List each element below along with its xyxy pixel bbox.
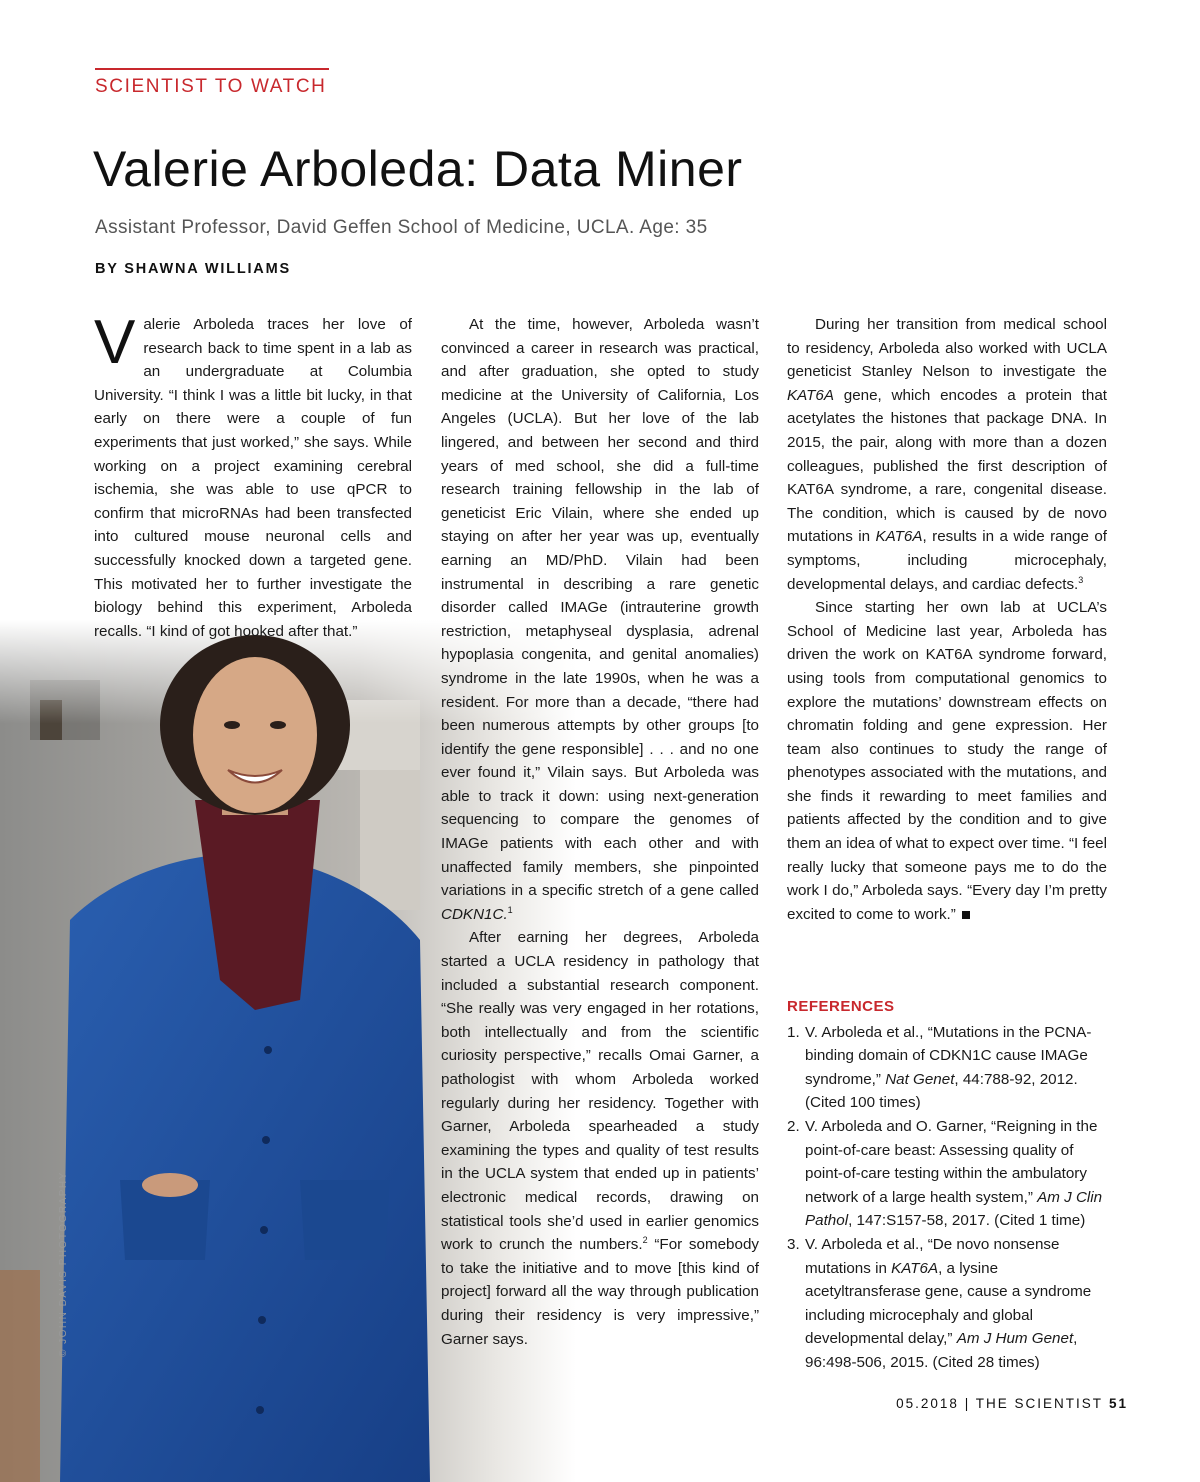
drop-cap: V xyxy=(94,308,136,377)
paragraph-text: Since starting her own lab at UCLA’s School of Medicine last year, Arboleda has driven the work on KAT6A syndrome forward, using tools from computational genomics to explore the mutations’ downstream effects on chromatin folding and gene expression. Her team also continues to study the range of phenotypes associated with the mutations, and she finds it rewarding to meet families and patients affected by the condition and to give them an idea of what to expect over time. “I feel really lucky that someone pays me to do the work I do,” Arboleda says. “Every day I’m pretty excited to come to work.” xyxy=(787,599,1107,923)
gene-name: CDKN1C. xyxy=(441,905,508,923)
reference-item xyxy=(787,1115,1107,1233)
reference-number: 3. xyxy=(787,1235,800,1253)
reference-text: , 96:498-506, 2015. (Cited 28 times) xyxy=(805,1330,1078,1371)
gene-name: KAT6A xyxy=(787,386,834,404)
references xyxy=(787,995,1107,1375)
paragraph xyxy=(787,596,1107,926)
article-column-3 xyxy=(787,313,1107,926)
page-number: 51 xyxy=(1108,1396,1128,1411)
citation-marker: 2 xyxy=(642,1235,648,1246)
gene-name: KAT6A xyxy=(875,528,923,546)
article-column-1 xyxy=(94,308,412,643)
citation-marker: 3 xyxy=(1078,574,1084,585)
reference-text: V. Arboleda and O. Garner, “Reigning in the point-of-care beast: Assessing quality of point-of-care testing within the ambulatory network of a large health system,” xyxy=(805,1117,1098,1206)
reference-text: V. Arboleda et al., “De novo nonsense mutations in xyxy=(805,1235,1060,1277)
paragraph-text: gene, which encodes a protein that acetylates the histones that package DNA. In 2015, the pair, along with more than a dozen colleagues, published the first description of KAT6A syndrome, a rare, congenital disease. The condition, which is caused by de novo mutations in xyxy=(787,386,1107,546)
paragraph-text: “For somebody to take the initiative and to move [this kind of project] forward all the way through publication during their residency is very impressive,” Garner says. xyxy=(441,1236,759,1348)
reference-number: 2. xyxy=(787,1117,800,1135)
reference-text: V. Arboleda et al., “Mutations in the PCNA-binding domain of CDKN1C cause IMAGe syndrome,” xyxy=(805,1023,1092,1088)
paragraph-text: alerie Arboleda traces her love of research back to time spent in a lab as an undergraduate at Columbia University. “I think I was a little bit lucky, in that early on there were a couple of fun experiments that just worked,” she says. While working on a project examining cerebral ischemia, she was able to use qPCR to confirm that microRNAs had been transfected into cultured mouse neuronal cells and successfully knocked down a targeted gene. This motivated her to further investigate the biology behind this experiment, Arboleda recalls. “I kind of got hooked after that.” xyxy=(94,316,412,640)
paragraph-text: At the time, however, Arboleda wasn’t convinced a career in research was practical, and after graduation, she opted to study medicine at the University of California, Los Angeles (UCLA). But her love of the lab lingered, and between her second and third years of med school, she did a full-time research training fellowship in the lab of geneticist Eric Vilain, where she ended up staying on after her year was up, eventually earning an MD/PhD. Vilain had been instrumental in describing a rare genetic disorder called IMAGe (intrauterine growth restriction, metaphyseal dysplasia, adrenal hypoplasia congenita, and genital anomalies) syndrome in the late 1990s, when he was a resident. For more than a decade, “there had been numerous attempts by other groups [to identify the gene responsible] . . . and no one ever found it,” Vilain says. But Arboleda was able to track it down: using next-generation sequencing to compare the genomes of IMAGe patients with each other and with unaffected family members, she pinpointed variations in a specific stretch of a gene called xyxy=(441,316,759,900)
end-mark xyxy=(962,911,970,919)
reference-item xyxy=(787,1021,1107,1115)
section-rule xyxy=(95,68,329,70)
references-list xyxy=(787,1021,1107,1375)
reference-item xyxy=(787,1233,1107,1375)
article-column-2 xyxy=(441,313,759,1351)
paragraph-text: During her transition from medical school to residency, Arboleda also worked with UCLA geneticist Stanley Nelson to investigate the xyxy=(787,316,1107,381)
references-heading: REFERENCES xyxy=(787,998,895,1015)
paragraph-text: , results in a wide range of symptoms, including microcephaly, developmental delays, and cardiac defects. xyxy=(787,528,1107,593)
paragraph xyxy=(787,313,1107,596)
section-label: SCIENTIST TO WATCH xyxy=(95,76,327,97)
reference-text: , a lysine acetyltransferase gene, cause a syndrome including microcephaly and global developmental delay,” xyxy=(805,1259,1092,1348)
paragraph xyxy=(94,308,412,643)
citation-marker: 1 xyxy=(507,904,513,915)
journal-name: Am J Clin Pathol xyxy=(805,1188,1103,1230)
issue-label: 05.2018 | THE SCIENTIST xyxy=(896,1396,1103,1411)
paragraph-text: After earning her degrees, Arboleda started a UCLA residency in pathology that included a substantial research component. “She really was very engaged in her rotations, both intellectually and from the scientific curiosity perspective,” recalls Omai Garner, a pathologist with whom Arboleda worked regularly during her residency. Together with Garner, Arboleda spearheaded a study examining the types and quality of test results in the UCLA system that ended up in patients’ electronic medical records, drawing on statistical tools she’d used in earlier genomics work to crunch the numbers. xyxy=(441,929,759,1254)
reference-text: , 44:788-92, 2012. (Cited 100 times) xyxy=(805,1070,1078,1112)
reference-text: , 147:S157-58, 2017. (Cited 1 time) xyxy=(848,1212,1086,1230)
byline: BY SHAWNA WILLIAMS xyxy=(95,261,291,277)
article-title: Valerie Arboleda: Data Miner xyxy=(93,141,743,197)
photo-credit: © JOHN DAVIS PHOTOGRAPHY xyxy=(58,1171,69,1357)
article-subtitle: Assistant Professor, David Geffen School of Medicine, UCLA. Age: 35 xyxy=(95,217,708,238)
page-footer xyxy=(896,1396,1128,1411)
paragraph xyxy=(441,313,759,926)
reference-number: 1. xyxy=(787,1023,800,1041)
paragraph xyxy=(441,926,759,1351)
gene-name: KAT6A xyxy=(891,1259,939,1277)
journal-name: Am J Hum Genet xyxy=(956,1330,1074,1348)
journal-name: Nat Genet xyxy=(885,1070,955,1088)
